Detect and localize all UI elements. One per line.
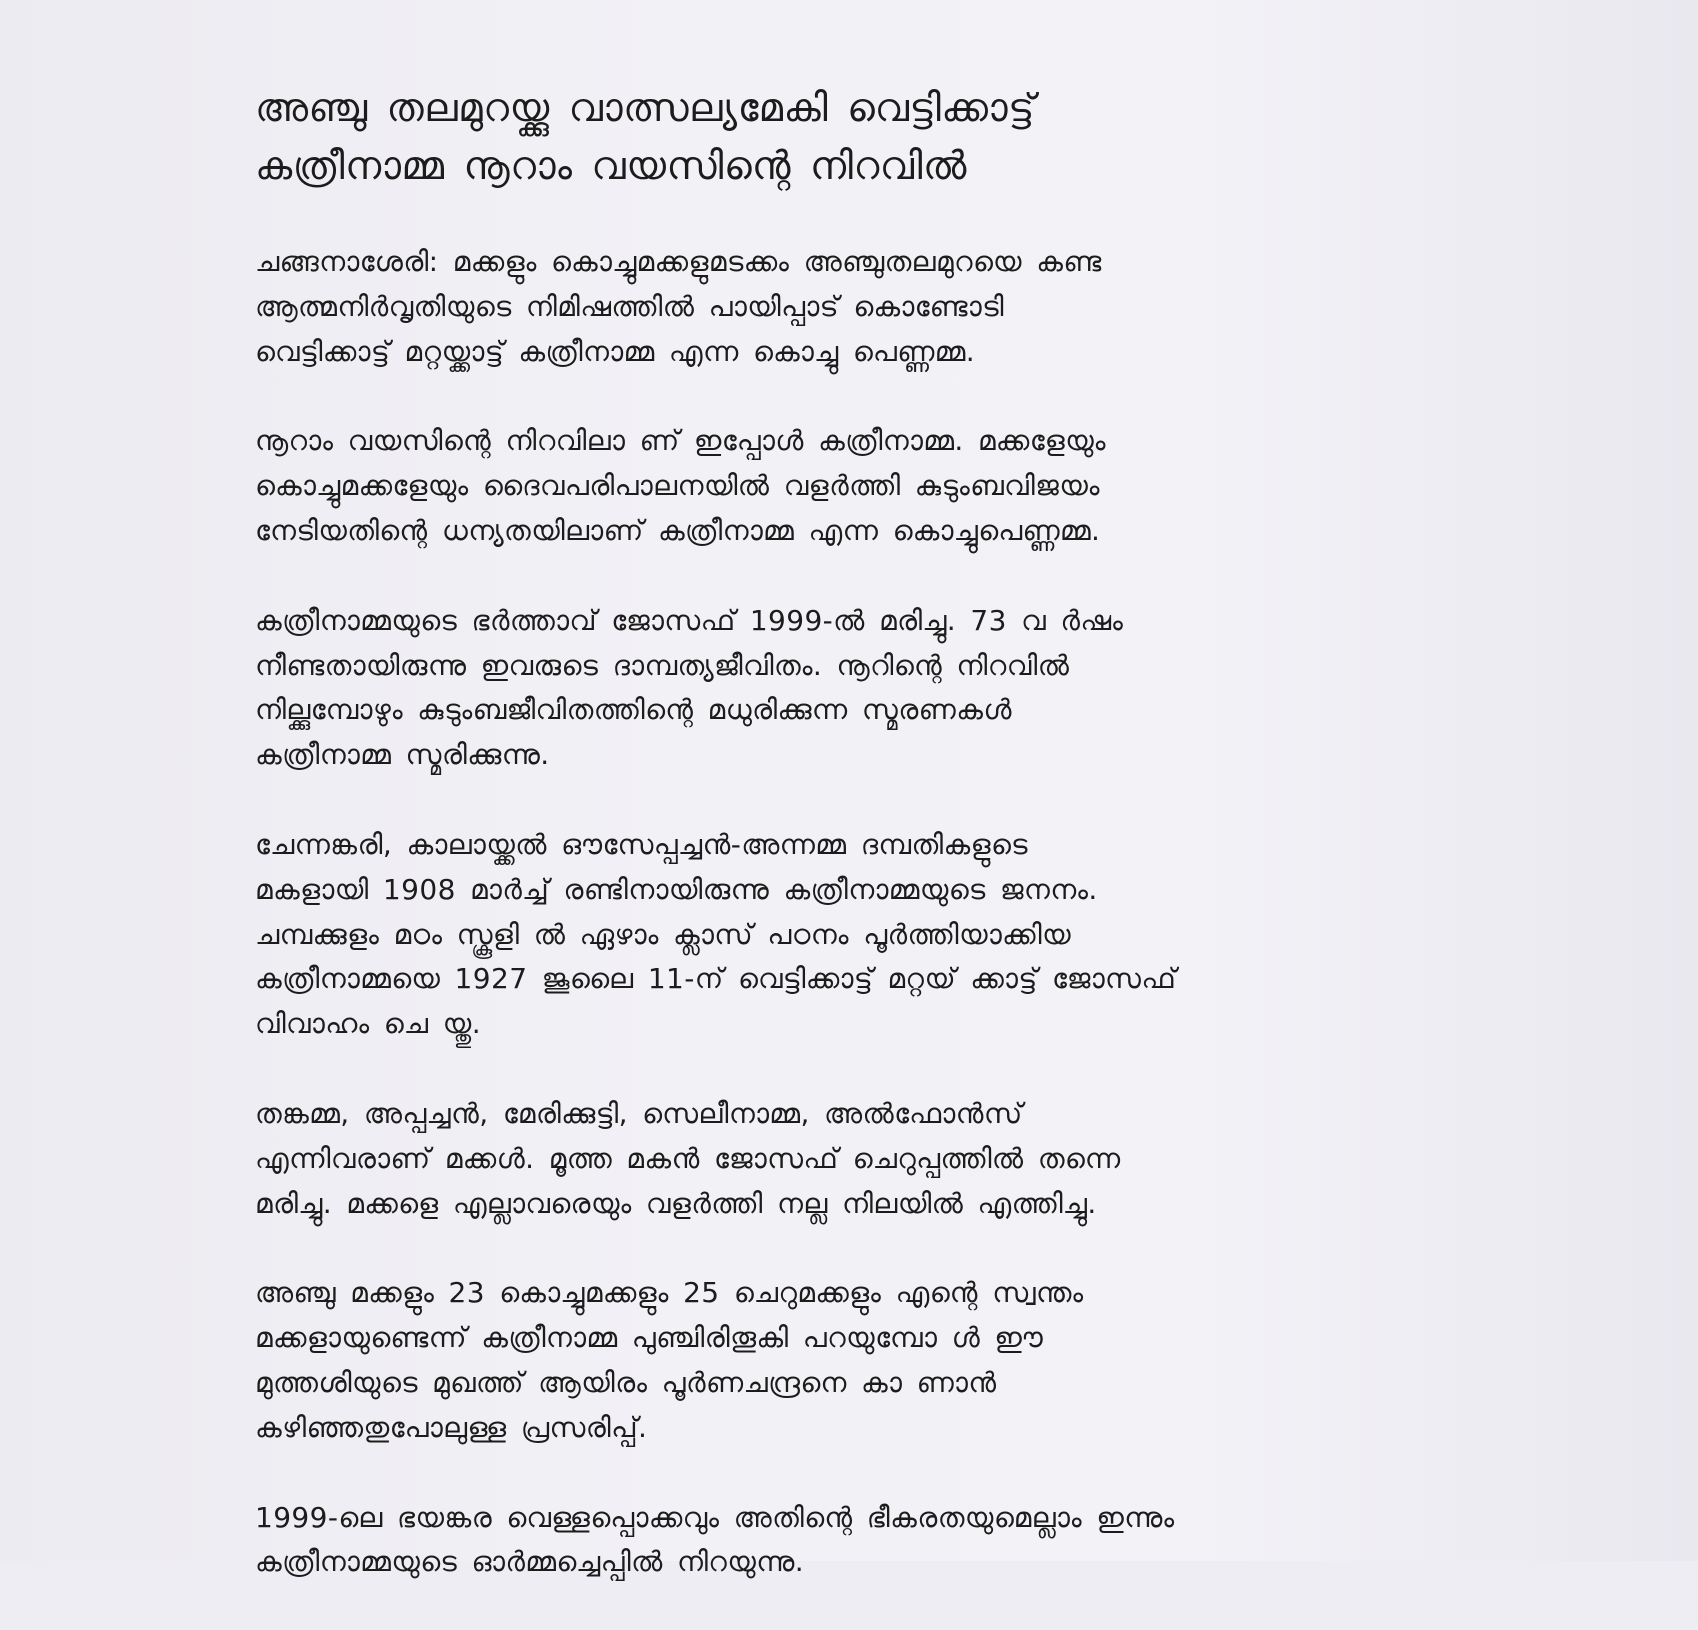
article-paragraph-3 — [255, 599, 1455, 778]
headline-line: അഞ്ചു തലമുറയ്ക്കു വാത്സല്യമേകി വെട്ടിക്കാട്ട് — [255, 86, 1036, 131]
paragraph-line: ചങ്ങനാശേരി: മക്കളും കൊച്ചുമക്കളുമടക്കം അഞ്ചുതലമുറയെ കണ്ട — [255, 245, 1102, 278]
paragraph-line: വിവാഹം ചെ യ്തു. — [255, 1007, 481, 1041]
paragraph-line: എന്നിവരാണ് മക്കൾ. മൂത്ത മകൻ ജോസഫ് ചെറുപ്പത്തിൽ തന്നെ — [255, 1141, 1121, 1175]
article-paragraph-4 — [255, 823, 1455, 1047]
article-paragraph-2 — [255, 419, 1455, 553]
paragraph-line: മുത്തശിയുടെ മുഖത്ത് ആയിരം പൂർണചന്ദ്രനെ കാ ണാൻ — [255, 1365, 997, 1399]
paragraph-line: കത്രീനാമ്മയുടെ ഭർത്താവ് ജോസഫ് 1999-ൽ മരിച്ചു. 73 വ ർഷം — [255, 603, 1124, 637]
paragraph-line: നേടിയതിന്റെ ധന്യതയിലാണ് കത്രീനാമ്മ എന്ന കൊച്ചുപെണ്ണമ്മ. — [255, 513, 1101, 547]
paragraph-line: ആത്മനിർവൃതിയുടെ നിമിഷത്തിൽ പായിപ്പാട് കൊണ്ടോടി — [255, 289, 1004, 323]
article-paragraph-1 — [255, 240, 1455, 374]
paragraph-line: കത്രീനാമ്മ സ്മരിക്കുന്നു. — [255, 738, 550, 772]
paragraph-line: കഴിഞ്ഞതുപോലുള്ള പ്രസരിപ്പ്. — [255, 1410, 648, 1444]
paragraph-line: 1999-ലെ ഭയങ്കര വെള്ളപ്പൊക്കവും അതിന്റെ ഭീകരതയുമെല്ലാം ഇന്നും — [255, 1500, 1175, 1534]
paragraph-line: മരിച്ചു. മക്കളെ എല്ലാവരെയും വളർത്തി നല്ല നിലയിൽ എത്തിച്ചു. — [255, 1186, 1097, 1220]
paragraph-line: കത്രീനാമ്മയെ 1927 ജൂലൈ 11-ന് വെട്ടിക്കാട്ട് മറ്റയ് ക്കാട്ട് ജോസഫ് — [255, 962, 1177, 996]
paragraph-line: കൊച്ചുമക്കളേയും ദൈവപരിപാലനയിൽ വളർത്തി കുടുംബവിജയം — [255, 469, 1100, 503]
paragraph-line: തങ്കമ്മ, അപ്പച്ചൻ, മേരിക്കുട്ടി, സെലീനാമ്മ, അൽഫോൻസ് — [255, 1096, 1023, 1130]
headline-line: കത്രീനാമ്മ നൂറാം വയസിന്റെ നിറവിൽ — [255, 144, 967, 189]
news-article — [255, 80, 1455, 1630]
paragraph-line: നില്ക്കുമ്പോഴും കുടുംബജീവിതത്തിന്റെ മധുരിക്കുന്ന സ്മരണകൾ — [255, 693, 1012, 727]
paragraph-line: അഞ്ചു മക്കളും 23 കൊച്ചുമക്കളും 25 ചെറുമക്കളും എന്റെ സ്വന്തം — [255, 1276, 1084, 1310]
paragraph-line: വെട്ടിക്കാട്ട് മറ്റയ്ക്കാട്ട് കത്രീനാമ്മ എന്ന കൊച്ചു പെണ്ണമ്മ. — [255, 334, 976, 368]
paragraph-line: മകളായി 1908 മാർച്ച് രണ്ടിനായിരുന്നു കത്രീനാമ്മയുടെ ജനനം. — [255, 872, 1098, 906]
paragraph-line: നൂറാം വയസിന്റെ നിറവിലാ ണ് ഇപ്പോൾ കത്രീനാമ്മ. മക്കളേയും — [255, 424, 1106, 458]
paragraph-line: മക്കളായുണ്ടെന്ന് കത്രീനാമ്മ പുഞ്ചിരിതൂകി പറയുമ്പോ ൾ ഈ — [255, 1321, 1044, 1355]
article-paragraph-5 — [255, 1092, 1455, 1226]
article-headline — [255, 80, 1455, 196]
paragraph-line: ചമ്പക്കുളം മഠം സ്കൂളി ൽ ഏഴാം ക്ലാസ് പഠനം പൂർത്തിയാക്കിയ — [255, 917, 1072, 951]
article-paragraph-6 — [255, 1271, 1455, 1450]
paragraph-line: ചേന്നങ്കരി, കാലായ്ക്കൽ ഔസേപ്പച്ചൻ-അന്നമ്മ ദമ്പതികളുടെ — [255, 827, 1028, 861]
paragraph-line: കത്രീനാമ്മയുടെ ഓർമ്മച്ചെപ്പിൽ നിറയുന്നു. — [255, 1545, 805, 1579]
paragraph-line: നീണ്ടതായിരുന്നു ഇവരുടെ ദാമ്പത്യജീവിതം. നൂറിന്റെ നിറവിൽ — [255, 648, 1070, 682]
article-paragraph-7 — [255, 1496, 1455, 1586]
